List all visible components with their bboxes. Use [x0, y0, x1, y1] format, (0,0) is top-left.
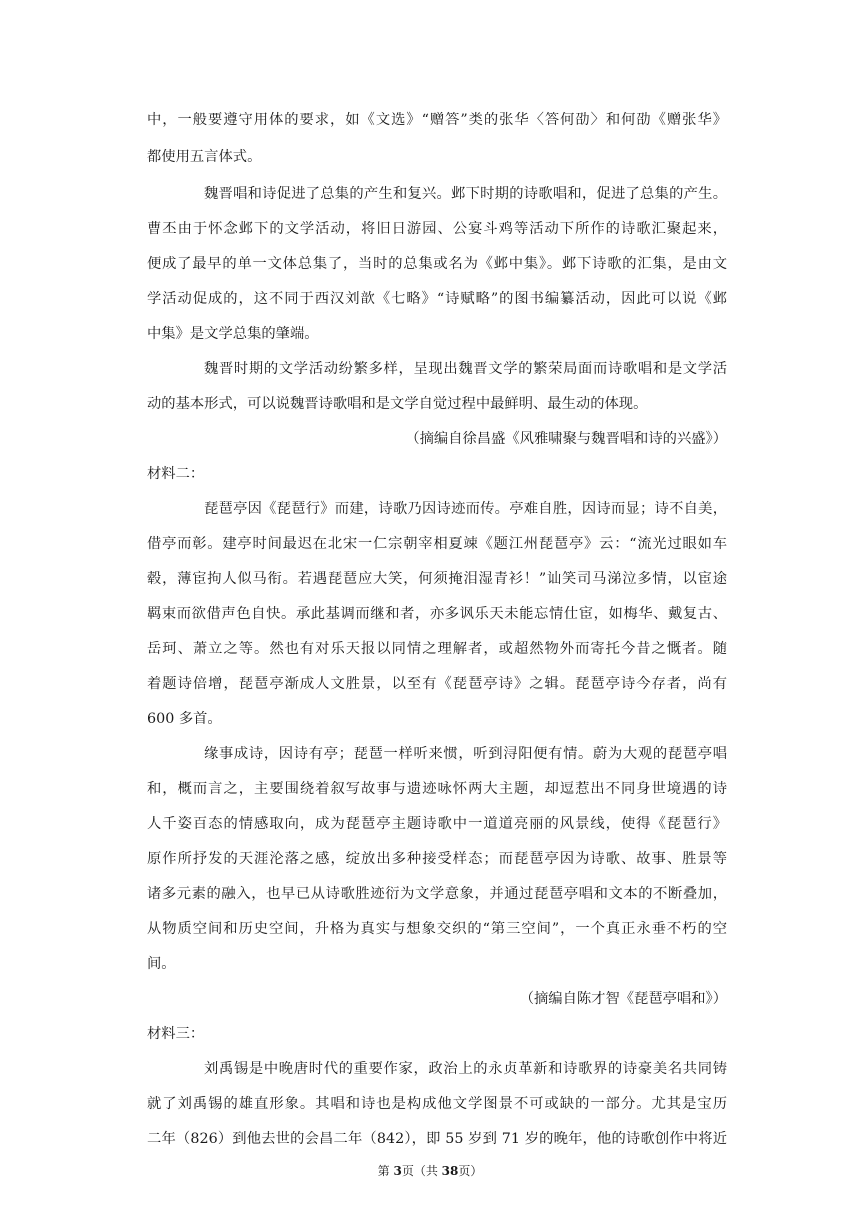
paragraph-first-line: 刘禹锡是中晚唐时代的重要作家，政治上的永贞革新和诗歌界的诗豪美名共同铸: [204, 1061, 727, 1077]
text-line: 学活动促成的，这不同于西汉刘歆《七略》“诗赋略”的图书编纂活动，因此可以说《邺: [147, 291, 727, 307]
text-line: 着题诗倍增，琵琶亭渐成人文胜景，以至有《琵琶亭诗》之辑。琵琶亭诗今存者，尚有: [147, 676, 727, 692]
current-page-number: 3: [393, 1164, 402, 1178]
text-line: 原作所抒发的天涯沦落之感，绽放出多种接受样态；而琵琶亭因为诗歌、故事、胜景等: [147, 851, 727, 867]
text-line: 人千姿百态的情感取向，成为琵琶亭主题诗歌中一道道亮丽的风景线，使得《琵琶行》: [147, 816, 727, 832]
text-line: 毂，薄宦拘人似马衔。若遇琵琶应大笑，何须掩泪湿青衫！”讪笑司马涕泣多情，以宦途: [147, 571, 727, 587]
text-line: 羁束而欲借声色自快。承此基调而继和者，亦多讽乐天未能忘情仕宦，如梅华、戴复古、: [147, 606, 727, 622]
text-line: 动的基本形式，可以说魏晋诗歌唱和是文学自觉过程中最鲜明、最生动的体现。: [147, 396, 648, 412]
footer-prefix: 第: [377, 1164, 394, 1178]
text-line: 从物质空间和历史空间，升格为真实与想象交织的“第三空间”，一个真正永垂不朽的空: [147, 921, 727, 937]
text-line: 便成了最早的单一文体总集了，当时的总集或名为《邺中集》。邺下诗歌的汇集，是由文: [147, 256, 727, 272]
section-heading: 材料二：: [147, 466, 205, 482]
source-citation: （摘编自陈才智《琵琶亭唱和》）: [519, 991, 727, 1007]
text-line: 600 多首。: [147, 711, 222, 727]
text-line: 都使用五言体式。: [147, 149, 262, 165]
text-line: 曹丕由于怀念邺下的文学活动，将旧日游园、公宴斗鸡等活动下所作的诗歌汇聚起来，: [147, 221, 727, 237]
section-heading: 材料三：: [147, 1026, 205, 1042]
text-line: 就了刘禹锡的雄直形象。其唱和诗也是构成他文学图景不可或缺的一部分。尤其是宝历: [147, 1096, 727, 1112]
footer-middle: 页（共: [401, 1164, 442, 1178]
paragraph-first-line: 魏晋时期的文学活动纷繁多样，呈现出魏晋文学的繁荣局面而诗歌唱和是文学活: [204, 361, 727, 377]
page-footer: [0, 1163, 860, 1179]
paragraph-first-line: 琵琶亭因《琵琶行》而建，诗歌乃因诗迹而传。亭难自胜，因诗而显；诗不自美，: [204, 501, 727, 517]
paragraph-first-line: 魏晋唱和诗促进了总集的产生和复兴。邺下时期的诗歌唱和，促进了总集的产生。: [204, 186, 727, 202]
footer-suffix: 页）: [458, 1164, 483, 1178]
text-line: 诸多元素的融入，也早已从诗歌胜迹衍为文学意象，并通过琵琶亭唱和文本的不断叠加，: [147, 886, 727, 902]
total-page-count: 38: [441, 1164, 459, 1178]
source-citation: （摘编自徐昌盛《风雅啸聚与魏晋唱和诗的兴盛》）: [405, 431, 727, 447]
text-line: 中集》是文学总集的肇端。: [147, 326, 319, 342]
text-line: 借亭而彰。建亭时间最迟在北宋一仁宗朝宰相夏竦《题江州琵琶亭》云：“流光过眼如车: [147, 536, 727, 552]
text-line: 和，概而言之，主要围绕着叙写故事与遗迹咏怀两大主题，却逗惹出不同身世境遇的诗: [147, 781, 727, 797]
text-line: 岳珂、萧立之等。然也有对乐天报以同情之理解者，或超然物外而寄托今昔之慨者。随: [147, 641, 727, 657]
text-line: 二年（826）到他去世的会昌二年（842），即 55 岁到 71 岁的晚年，他的诗歌创作中将近: [147, 1131, 727, 1147]
paragraph-first-line: 缘事成诗，因诗有亭；琵琶一样听来惯，听到浔阳便有情。蔚为大观的琵琶亭唱: [204, 746, 727, 762]
text-line: 中，一般要遵守用体的要求，如《文选》“赠答”类的张华〈答何劭〉和何劭《赠张华》: [147, 112, 727, 128]
text-line: 间。: [147, 956, 176, 972]
